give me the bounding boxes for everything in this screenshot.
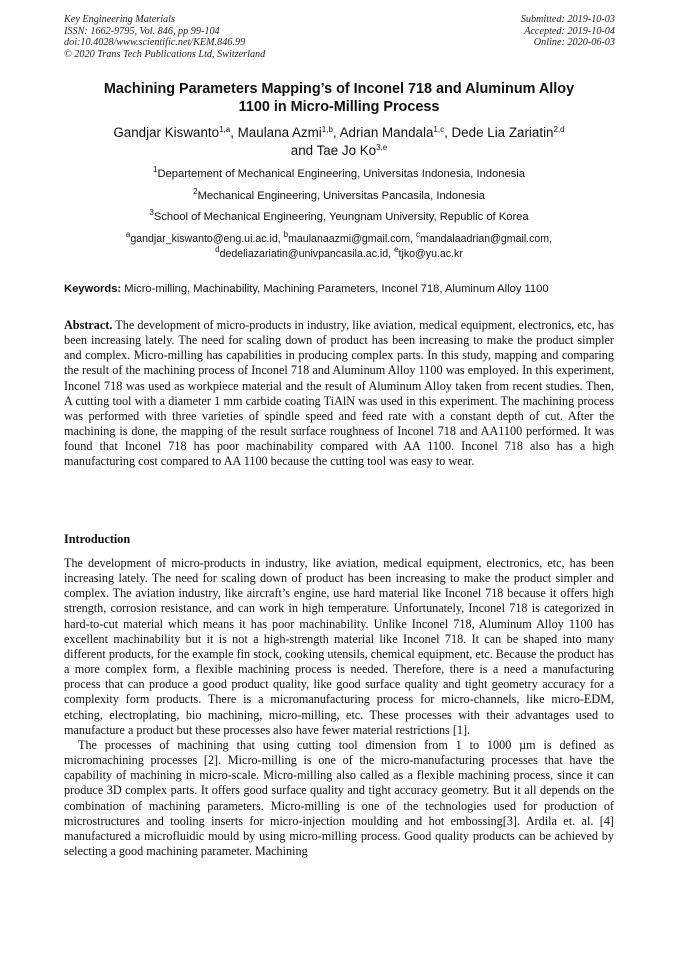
author-name: Maulana Azmi xyxy=(237,125,322,140)
abstract-text: The development of micro-products in industry, like aviation, medical equipment, electronics, etc, has been increasing lately. The need for scaling down of product has been increasing to make the product simpler and complex. Micro-milling has capabilities in producing complex parts. In this study, mapping and comparing the result of the machining process of Inconel 718 and Aluminum Alloy 1100 was employed. In this experiment, Inconel 718 was used as workpiece material and the result of Aluminum Alloy taken from recent studies. Then, A cutting tool with a diameter 1 mm carbide coating TiAlN was used in this experiment. The machining process was performed with three varieties of spindle speed and feed rate with a constant depth of cut. After the machining is done, the mapping of the result surface roughness of Inconel 718 and AA1100 performed. It was found that Inconel 718 has poor machinability compared with AA 1100. Inconel 718 also has a high manufacturing cost compared to AA 1100 because the cutting tool was easy to wear. xyxy=(64,318,614,469)
email-address[interactable]: mandalaadrian@gmail.com, xyxy=(420,233,553,245)
email-mark: b xyxy=(283,230,289,239)
journal-issn: ISSN: 1662-9795, Vol. 846, pp 99-104 xyxy=(64,25,220,37)
author-affiliation-mark: 1,b xyxy=(321,125,333,134)
abstract xyxy=(64,318,614,470)
author-affiliation-mark: 1,c xyxy=(433,125,445,134)
affiliation-number: 2 xyxy=(193,187,198,196)
author-affiliation-mark: 2,d xyxy=(553,125,565,134)
abstract-label: Abstract. xyxy=(64,318,113,332)
author-separator: , xyxy=(444,125,452,140)
author-affiliation-mark: 3,e xyxy=(376,143,388,152)
author-name: Dede Lia Zariatin xyxy=(451,125,554,140)
section-heading-introduction: Introduction xyxy=(64,532,131,546)
introduction-body xyxy=(64,556,614,859)
affiliation-2 xyxy=(40,187,638,203)
author-list xyxy=(40,124,638,160)
submitted-date: Submitted: 2019-10-03 xyxy=(520,14,615,25)
intro-paragraph-2: The processes of machining that using cutting tool dimension from 1 to 1000 µm is defined as micromachining processes [2]. Micro-milling is one of the micro-manufacturing processes that have the capability of machining in micro-scale. Micro-milling also called as a flexible machining process, since it can produce 3D complex parts. It offers good surface quality and tight accuracy geometry. But it all depends on the combination of machining parameters. Micro-milling is one of the technologies used for production of microstructures and tooling inserts for micro-injection moulding and hot embossing[3]. Ardila et. al. [4] manufactured a microfluidic mould by using micro-milling process. Good quality products can be achieved by selecting a good machining parameter. Machining xyxy=(64,737,614,858)
email-address[interactable]: gandjar_kiswanto@eng.ui.ac.id, xyxy=(130,233,284,245)
journal-doi: doi:10.4028/www.scientific.net/KEM.846.99 xyxy=(64,37,246,49)
email-line-2 xyxy=(40,244,638,262)
author-emails xyxy=(40,232,638,261)
author-affiliation-mark: 1,a xyxy=(219,125,231,134)
affiliation-3 xyxy=(40,208,638,224)
online-date: Online: 2020-06-03 xyxy=(533,37,615,49)
affiliation-1 xyxy=(40,165,638,181)
author-name: Gandjar Kiswanto xyxy=(113,125,220,140)
email-mark: d xyxy=(215,244,220,254)
email-address[interactable]: tjko@yu.ac.kr xyxy=(398,247,463,260)
keywords xyxy=(64,282,616,296)
affiliation-number: 3 xyxy=(149,208,154,217)
email-mark: a xyxy=(125,230,131,239)
email-address[interactable]: maulanaazmi@gmail.com, xyxy=(288,233,417,245)
journal-info xyxy=(64,14,265,60)
intro-paragraph-1: The development of micro-products in industry, like aviation, medical equipment, electronics, etc, has been increasing lately. The need for scaling down of product has been increasing to make the product simpler and complex. The aviation industry, like aircraft’s engine, use hard material like Inconel 718 because it offers high strength, corrosion resistance, and can work in high temperature. Unfortunately, Inconel 718 is categorized in hard-to-cut material which means it has poor machinability. Unlike Inconel 718, Aluminum Alloy 1100 has excellent machinability but it is not a high-strength material like Inconel 718. It can be shaped into many different products, for the example fin stock, cooking utensils, chemical equipment, etc. Because the product has a more complex form, a flexible machining process is needed. Therefore, there is a need a manufacturing process that can produce a good product quality, like good surface quality and tight geometry accuracy for a complexity form products. There is a micromanufacturing process for micro-channels, like micro-EDM, etching, electroplating, bio machining, micro-milling, etc. These processes with their advantages used to manufacture a product but these processes also have fewer material restrictions [1]. xyxy=(64,556,614,737)
journal-name: Key Engineering Materials xyxy=(64,14,175,25)
affiliation-number: 1 xyxy=(153,165,158,174)
paper-title xyxy=(60,80,618,116)
keywords-label: Keywords: xyxy=(64,283,122,295)
title-line-1: Machining Parameters Mapping’s of Inconel 718 and Aluminum Alloy xyxy=(103,81,575,97)
journal-copyright: © 2020 Trans Tech Publications Ltd, Switzerland xyxy=(64,48,266,60)
keywords-text: Micro-milling, Machinability, Machining Parameters, Inconel 718, Aluminum Alloy 1100 xyxy=(121,283,549,295)
author-name: and Tae Jo Ko xyxy=(290,143,377,158)
email-address[interactable]: dedeliazariatin@univpancasila.ac.id, xyxy=(219,247,395,260)
accepted-date: Accepted: 2019-10-04 xyxy=(524,25,615,37)
affiliation-text: Mechanical Engineering, Universitas Pancasila, Indonesia xyxy=(197,190,485,202)
author-separator: , xyxy=(332,125,340,140)
email-mark: e xyxy=(394,244,399,254)
author-name: Adrian Mandala xyxy=(339,125,434,140)
affiliation-text: School of Mechanical Engineering, Yeungnam University, Republic of Korea xyxy=(153,211,529,223)
title-line-2: 1100 in Micro-Milling Process xyxy=(238,99,440,115)
email-mark: c xyxy=(416,230,421,239)
submission-dates xyxy=(521,14,615,49)
affiliation-text: Departement of Mechanical Engineering, Universitas Indonesia, Indonesia xyxy=(157,168,525,180)
author-separator: , xyxy=(230,125,238,140)
email-line-1 xyxy=(40,232,638,247)
